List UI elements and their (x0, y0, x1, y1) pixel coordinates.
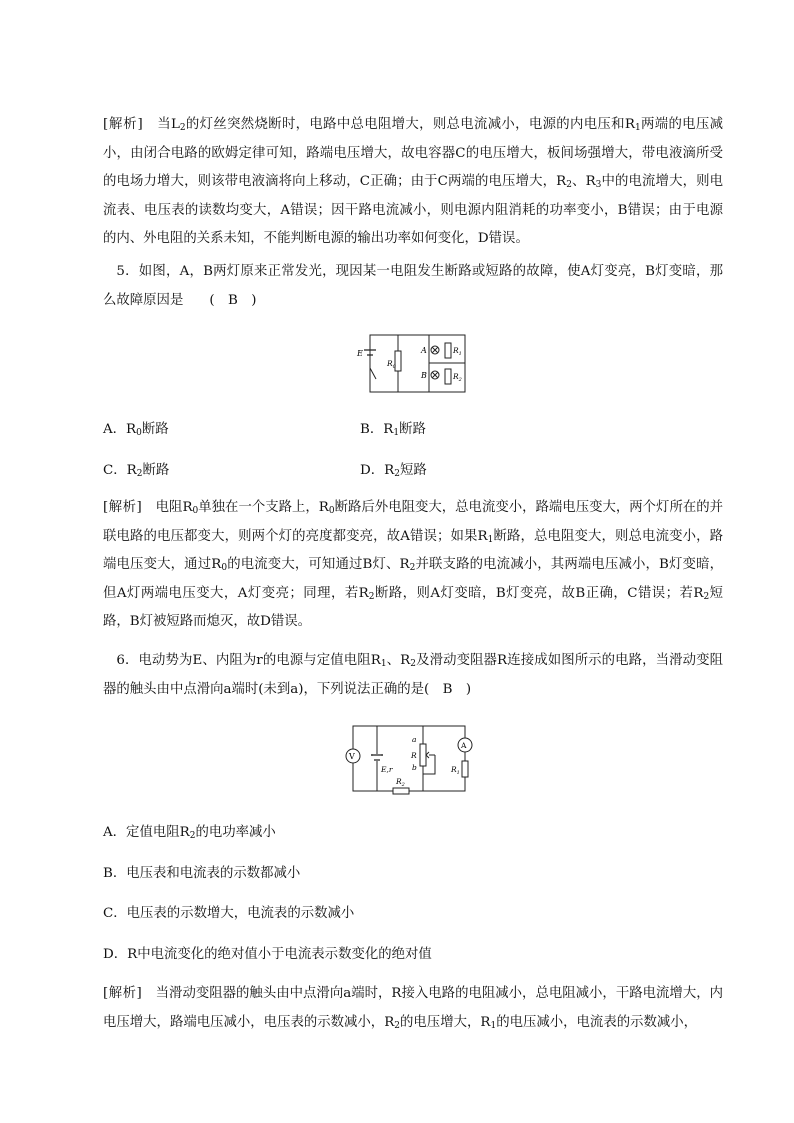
question-6-answer: ( B ) (424, 681, 472, 697)
q5-option-a: A．$R_0$断路 (103, 422, 169, 438)
question-6-stem: 6．电动势为E、内阻为r的电源与定值电阻$R_1$、$R_2$及滑动变阻器R连接成如图所示的电路，当滑动变阻器的触头由中点滑向a端时(未到a)，下列说法正确的是( B ) (103, 653, 723, 697)
label-B-lamp: B (421, 371, 427, 380)
circuit-diagram-q6 (343, 722, 473, 797)
q6-option-d: D．R中电流变化的绝对值小于电流表示数变化的绝对值 (103, 947, 432, 962)
label-E: E (357, 349, 363, 358)
analysis-tag: [解析] (103, 117, 144, 132)
q6-option-c: C．电压表的示数增大，电流表的示数减小 (103, 906, 355, 921)
label-a: a (412, 735, 417, 744)
label-Er: E,r (381, 765, 393, 774)
label-b: b (412, 763, 417, 772)
q6-option-b: B．电压表和电流表的示数都减小 (103, 866, 301, 881)
analysis-paragraph-3: [解析] 当滑动变阻器的触头由中点滑向a端时，R接入电路的电阻减小，总电阻减小，干路电流增大，内电压增大，路端电压减小，电压表的示数减小，$R_2$的电压增大，$R_1$的电压减小，电流表的示数减小， (103, 986, 723, 1031)
q5-option-c: C．$R_2$断路 (103, 463, 170, 479)
analysis-paragraph-1: [解析] 当$L_2$的灯丝突然烧断时，电路中总电阻增大，则总电流减小，电源的内电压和$R_1$两端的电压减小，由闭合电路的欧姆定律可知，路端电压增大，故电容器C的电压增大，板间场强增大，带电液滴所受的电场力增大，则该带电液滴将向上移动，C正确；由于C两端的电压增大，$R_2$、$R_3$中的电流增大，则电流表、电压表的读数均变大，A错误；因干路电流减小，则电源内阻消耗的功率变小，B错误；由于电源的内、外电阻的关系未知，不能判断电源的输出功率如何变化，D错误。 (103, 117, 723, 247)
label-R0: $R_0$ (387, 359, 396, 370)
label-ammeter: A (461, 741, 467, 750)
analysis-paragraph-2: [解析] 电阻$R_0$单独在一个支路上，$R_0$断路后外电阻变大，总电流变小，路端电压变大，两个灯所在的并联电路的电压都变大，则两个灯的亮度都变亮，故A错误；如果$R_1$断路，总电阻变大，则总电流变小，路端电压变大，通过$R_0$的电流变大，可知通过B灯、$R_2$并联支路的电流减小，其两端电压减小，B灯变暗，但A灯两端电压变大，A灯变亮；同理，若$R_2$断路，则A灯变暗，B灯变亮，故B正确，C错误；若$R_2$短路，B灯被短路而熄灭，故D错误。 (103, 500, 724, 630)
label-R1-q6: $R_1$ (451, 765, 460, 776)
label-R1: $R_1$ (453, 346, 462, 357)
label-voltmeter: V (349, 752, 355, 761)
label-A-lamp: A (421, 346, 427, 355)
label-R: R (411, 751, 417, 760)
q5-option-b: B．$R_1$断路 (360, 422, 426, 438)
circuit-diagram-q5 (355, 330, 475, 400)
q6-option-a: A．定值电阻$R_2$的电功率减小 (103, 825, 276, 841)
label-R2-q6: $R_2$ (396, 777, 405, 788)
question-5-answer: ( B ) (209, 292, 257, 308)
question-5-stem: 5．如图，A，B两灯原来正常发光，现因某一电阻发生断路或短路的故障，使A灯变亮，B灯变暗，那么故障原因是 ( B ) (103, 264, 723, 308)
label-R2: $R_2$ (453, 372, 462, 383)
q5-option-d: D．$R_2$短路 (360, 463, 427, 479)
